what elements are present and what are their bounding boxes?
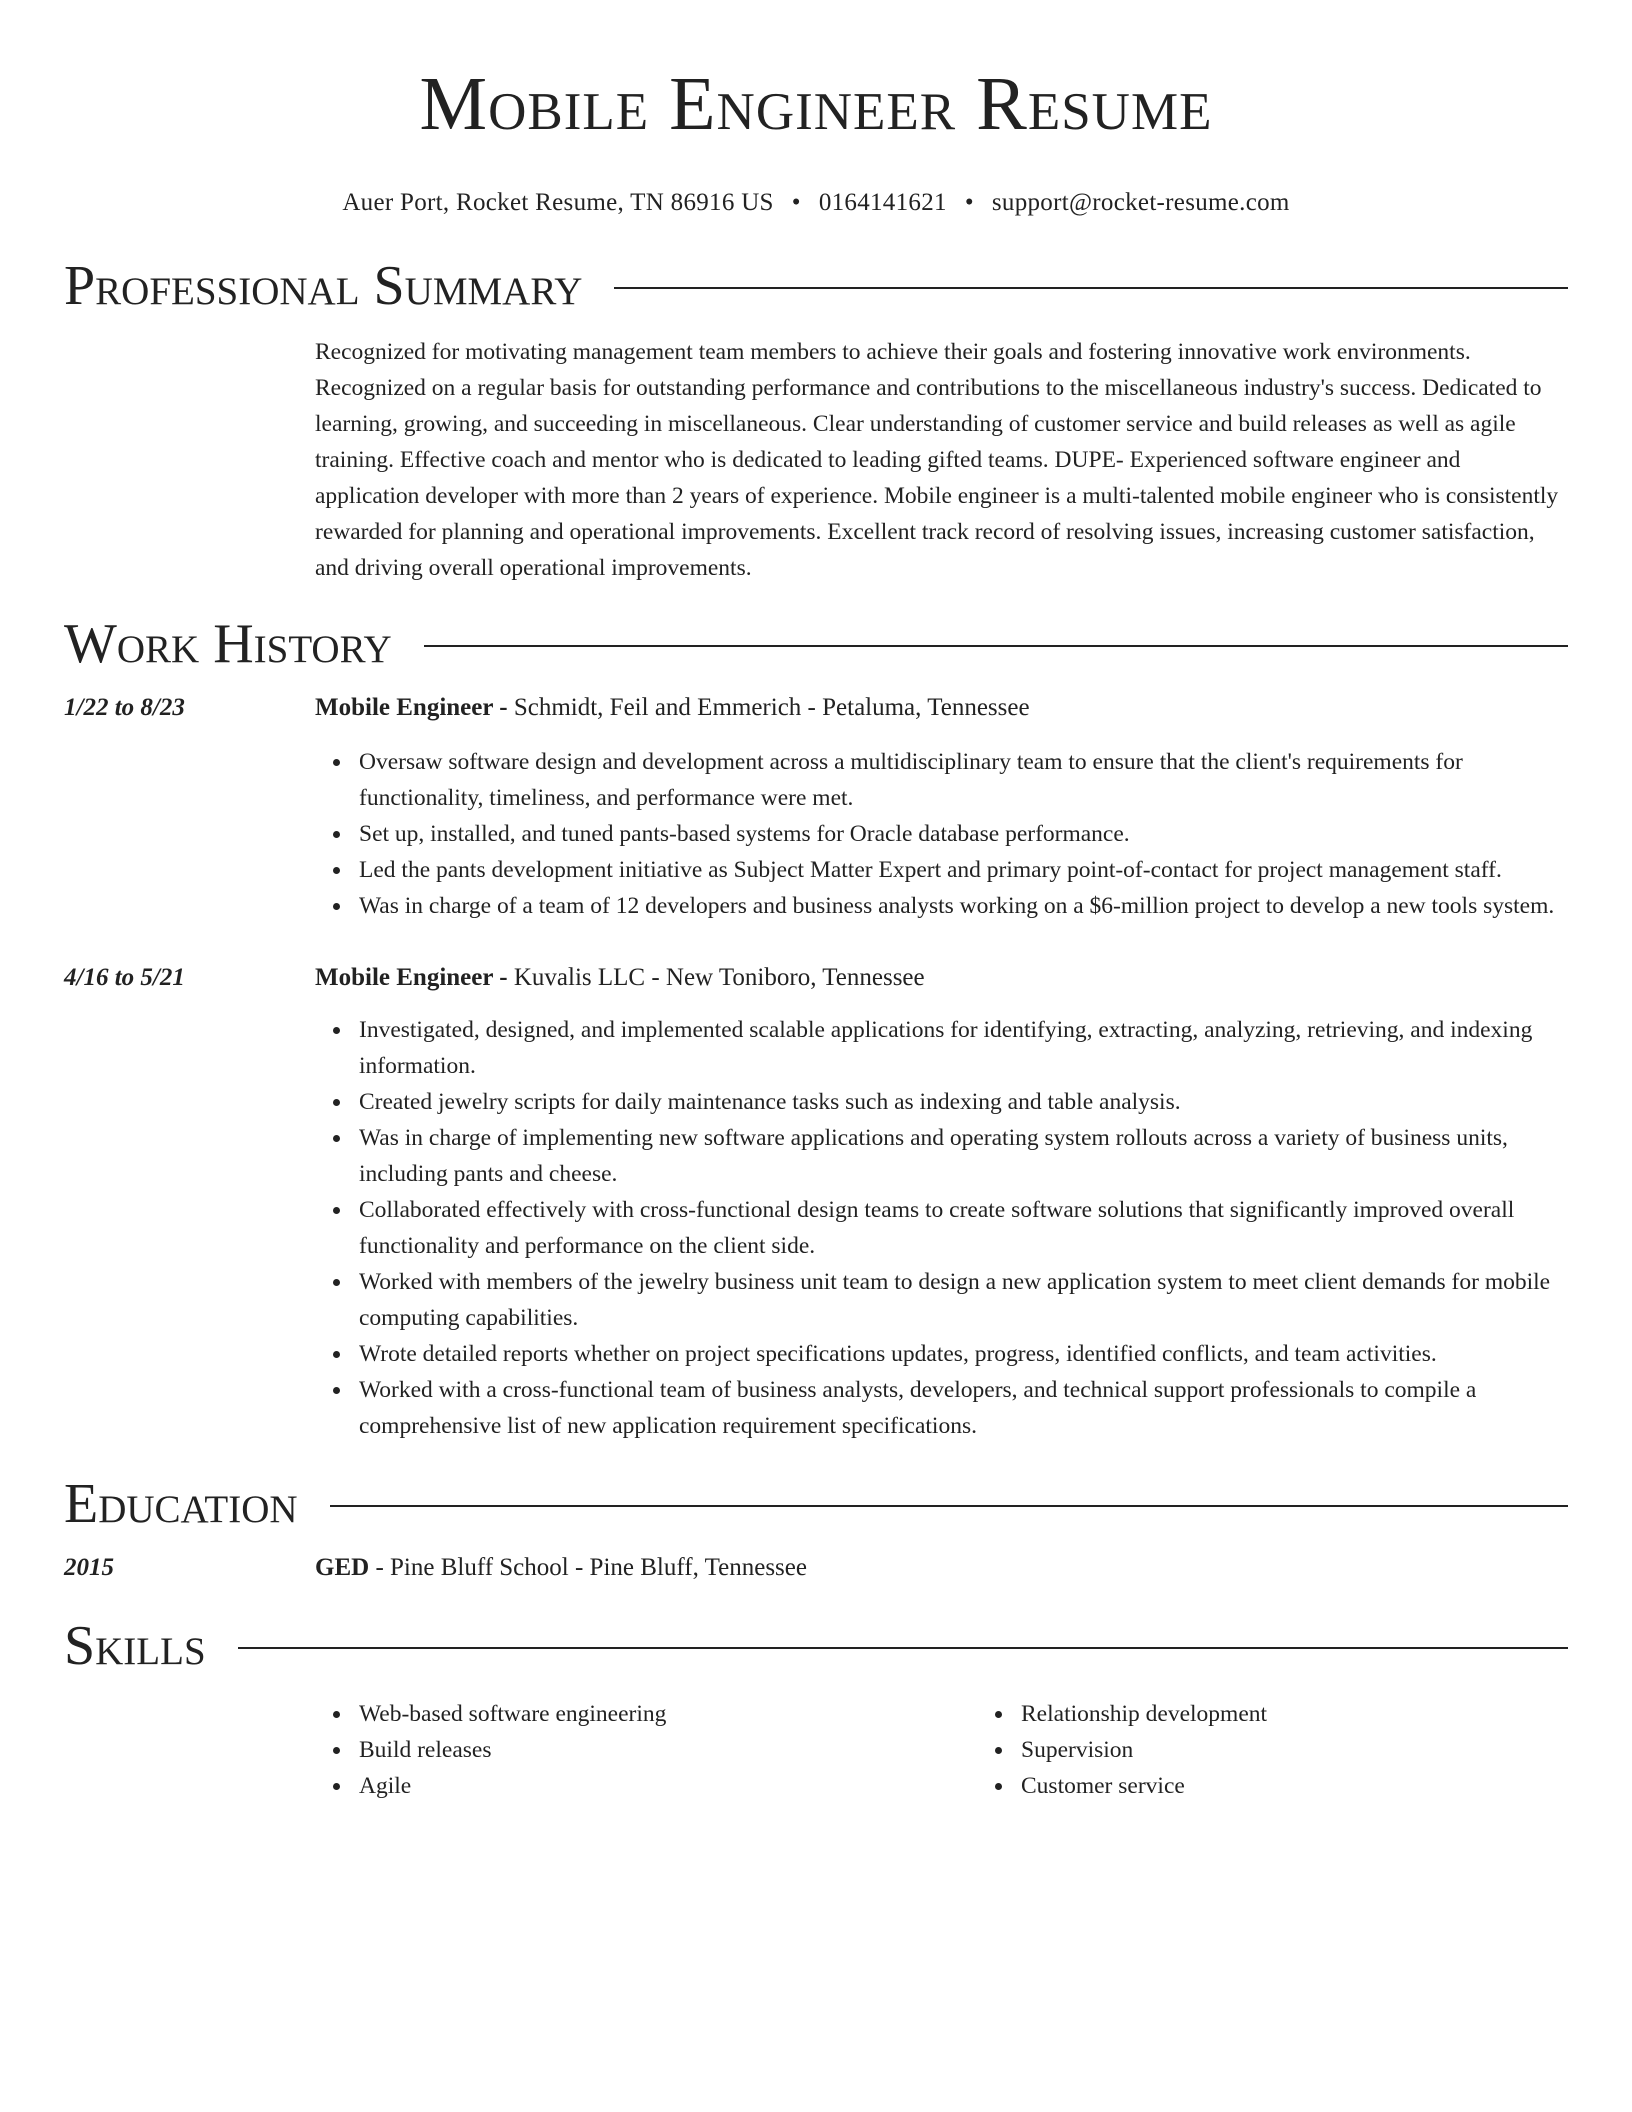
skill-item: Web-based software engineering xyxy=(359,1696,977,1732)
job-bullet: Worked with members of the jewelry business unit team to design a new application system to meet client demands for mobile computing capabilities. xyxy=(359,1264,1568,1336)
work-heading: Work History xyxy=(64,613,392,675)
skills-left-spacer xyxy=(64,1696,315,1804)
skill-item: Relationship development xyxy=(1021,1696,1632,1732)
skill-item: Customer service xyxy=(1021,1768,1632,1804)
education-section-header xyxy=(64,1472,1568,1536)
skill-item: Supervision xyxy=(1021,1732,1632,1768)
skills-row xyxy=(64,1696,1568,1804)
work-section-header xyxy=(64,612,1568,676)
section-divider xyxy=(238,1647,1568,1649)
job-bullet: Was in charge of a team of 12 developers and business analysts working on a $6-million project to develop a new tools system. xyxy=(359,888,1568,924)
section-divider xyxy=(614,287,1568,289)
summary-left-spacer xyxy=(64,334,315,586)
job-dates: 4/16 to 5/21 xyxy=(64,964,185,991)
skills-list-left xyxy=(315,1696,977,1804)
job-dates: 1/22 to 8/23 xyxy=(64,694,185,721)
job-bullet-list xyxy=(315,1012,1568,1444)
job-heading: Mobile Engineer - Schmidt, Feil and Emmerich - Petaluma, Tennessee xyxy=(315,694,1030,721)
skills-heading: Skills xyxy=(64,1615,206,1677)
skill-item: Build releases xyxy=(359,1732,977,1768)
job-bullet-list xyxy=(315,744,1568,924)
page-title: Mobile Engineer Resume xyxy=(419,62,1213,146)
job-heading: Mobile Engineer - Kuvalis LLC - New Toniboro, Tennessee xyxy=(315,964,925,991)
education-heading: Education xyxy=(64,1473,298,1535)
summary-row xyxy=(64,334,1568,586)
job-bullet: Created jewelry scripts for daily maintenance tasks such as indexing and table analysis. xyxy=(359,1084,1568,1120)
job-bullet: Investigated, designed, and implemented scalable applications for identifying, extracting, analyzing, retrieving, and indexing information. xyxy=(359,1012,1568,1084)
education-year: 2015 xyxy=(64,1554,114,1581)
contact-separator: • xyxy=(791,189,801,216)
skill-item: Agile xyxy=(359,1768,977,1804)
job-entry xyxy=(64,690,1568,924)
job-bullet: Led the pants development initiative as Subject Matter Expert and primary point-of-contact for project management staff. xyxy=(359,852,1568,888)
contact-phone: 0164141621 xyxy=(818,189,947,216)
contact-email: support@rocket-resume.com xyxy=(991,189,1290,216)
contact-address: Auer Port, Rocket Resume, TN 86916 US xyxy=(342,189,774,216)
skills-grid xyxy=(315,1696,1632,1804)
job-title: Mobile Engineer xyxy=(315,694,494,721)
job-details: Kuvalis LLC - New Toniboro, Tennessee xyxy=(507,964,925,991)
job-details: Schmidt, Feil and Emmerich - Petaluma, Tennessee xyxy=(507,694,1030,721)
skills-section-header xyxy=(64,1614,1568,1678)
job-bullet: Oversaw software design and development across a multidisciplinary team to ensure that the client's requirements for functionality, timeliness, and performance were met. xyxy=(359,744,1568,816)
education-degree: GED xyxy=(315,1554,370,1581)
job-bullet: Collaborated effectively with cross-functional design teams to create software solutions that significantly improved overall functionality and performance on the client side. xyxy=(359,1192,1568,1264)
education-line xyxy=(315,1550,1568,1586)
summary-section-header xyxy=(64,254,1568,318)
education-details: - Pine Bluff School - Pine Bluff, Tennessee xyxy=(369,1554,807,1581)
skills-list-right xyxy=(977,1696,1632,1804)
job-bullet: Worked with a cross-functional team of business analysts, developers, and technical support professionals to compile a comprehensive list of new application requirement specifications. xyxy=(359,1372,1568,1444)
section-divider xyxy=(424,645,1568,647)
job-bullet: Was in charge of implementing new software applications and operating system rollouts across a variety of business units, including pants and cheese. xyxy=(359,1120,1568,1192)
job-entry xyxy=(64,960,1568,1444)
summary-text: Recognized for motivating management team members to achieve their goals and fostering innovative work environments. Recognized on a regular basis for outstanding performance and contributions to the miscellaneous industry's success. Dedicated to learning, growing, and succeeding in miscellaneous. Clear understanding of customer service and build releases as well as agile training. Effective coach and mentor who is dedicated to leading gifted teams. DUPE- Experienced software engineer and application developer with more than 2 years of experience. Mobile engineer is a multi-talented mobile engineer who is consistently rewarded for planning and operational improvements. Excellent track record of resolving issues, increasing customer satisfaction, and driving overall operational improvements. xyxy=(315,339,1559,581)
job-bullet: Set up, installed, and tuned pants-based systems for Oracle database performance. xyxy=(359,816,1568,852)
job-bullet: Wrote detailed reports whether on project specifications updates, progress, identified conflicts, and team activities. xyxy=(359,1336,1568,1372)
education-entry xyxy=(64,1550,1568,1586)
job-title: Mobile Engineer xyxy=(315,964,494,991)
section-divider xyxy=(330,1505,1568,1507)
summary-heading: Professional Summary xyxy=(64,255,583,317)
contact-line xyxy=(64,188,1568,218)
contact-separator: • xyxy=(964,189,974,216)
